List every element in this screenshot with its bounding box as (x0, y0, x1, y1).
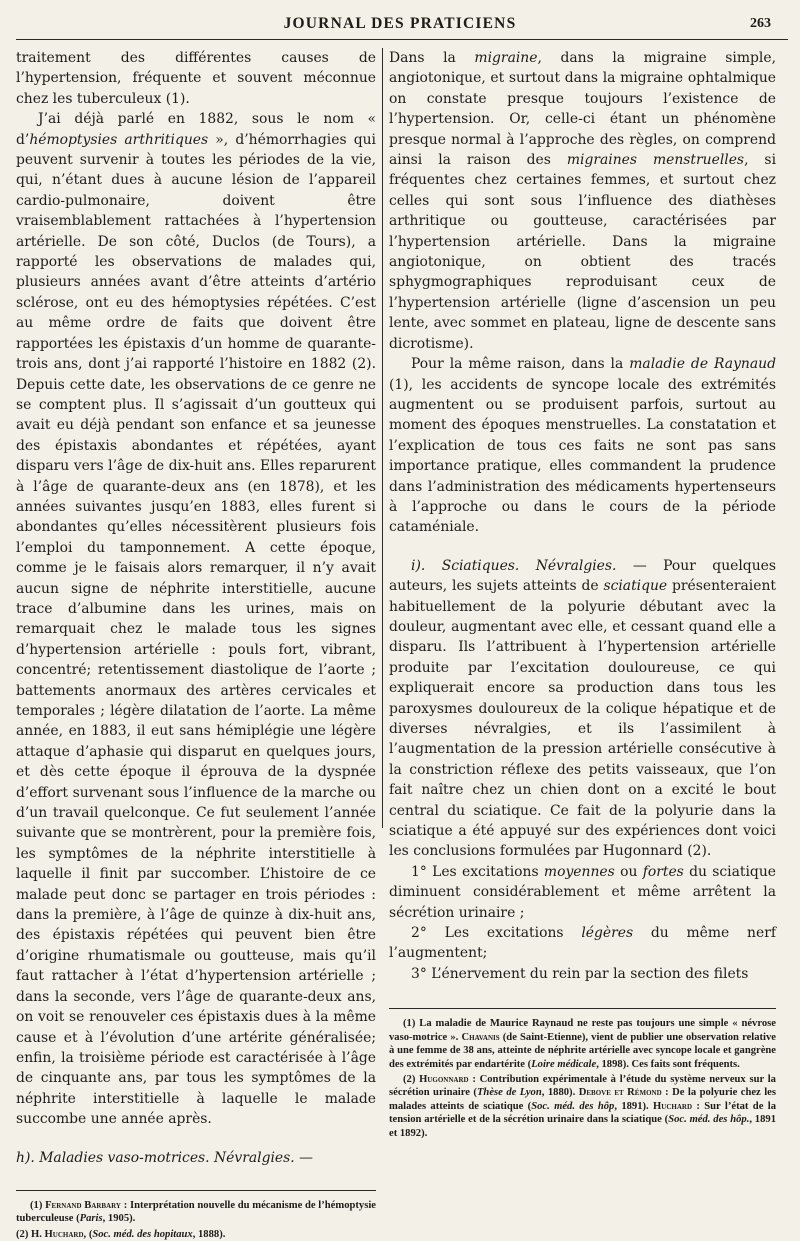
footnote (389, 1017, 776, 1071)
paragraph-text: Pour la même raison, dans la (411, 356, 630, 373)
running-title: JOURNAL DES PRATICIENS (283, 15, 517, 32)
paragraph-text: présenteraient habituellement de la polyurie débutant avec la douleur, augmentant avec elle, et cessant quand elle a disparu. Ils l’attribuent à l’hypertension artérielle produite par l’excitation douloureuse, ce qui expliquerait encore sa production dans tous les paroxysmes douloureux de la colique hépatique et de diverses névralgies, et ils l’assimilent à l’augmentation de la pression artérielle consécutive à la constriction réflexe des petits vaisseaux, que l’on fait naître chez un chien dont on a excité le bout central du sciatique. Ce fait de la polyurie dans la sciatique a été appuyé sur des expériences dont voici les conclusions formulées par Hugonnard (2). (389, 578, 776, 860)
list-item (389, 923, 776, 964)
paragraph-text: », d’hémorrhagies qui peuvent survenir à toutes les périodes de la vie, qui, n’étant dues à aucune lésion de l’appareil cardio-pulmonaire, doivent être vraisemblablement rattachées à l’hypertension artérielle. De son côté, Duclos (de Tours), a rapporté les observations de malades qui, plusieurs années avant d’être atteints d’artério sclérose, ont eu des hémoptysies répétées. C’est au même ordre de faits que doivent être rapportées les épistaxis d’un homme de quarante-trois ans, dont j’ai rapporté l’histoire en 1882 (2). Depuis cette date, les observations de ce genre ne se comptent plus. Il s’agissait d’un goutteux qui avait eu déjà pendant son enfance et sa jeunesse des épistaxis abondantes et répétées, ayant disparu vers l’âge de dix-huit ans. Elles reparurent à l’âge de quarante-deux ans (en 1878), et les années suivantes jusqu’en 1883, elles furent si abondantes qu’elles nécessitèrent plusieurs fois l’emploi du tamponnement. A cette époque, comme je le faisais alors remarquer, il n’y avait aucun signe de néphrite interstitielle, aucune trace d’albumine dans les urines, mais on remarquait chez le malade tous les signes d’hypertension artérielle : pouls fort, vibrant, concentré; retentissement diastolique de l’aorte ; battements anormaux des artères cervicales et temporales ; légère dilatation de l’aorte. La même année, en 1883, il eut sans hémiplégie une légère attaque d’aphasie qui disparut en quelques jours, et dès cette époque il éprouva de la dyspnée d’effort survenant sous l’influence de la marche ou d’un travail quelconque. Ce fut seulement l’année suivante que se montrèrent, pour la première fois, les symptômes de la néphrite interstitielle à laquelle il finit par succomber. L’histoire de ce malade peut donc se partager en trois périodes : dans la première, à l’âge de quinze à dix-huit ans, des épistaxis répétées qui peuvent bien être d’origine rhumatismale ou goutteuse, mais qu’il faut rattacher à l’état d’hypertension artérielle ; dans la seconde, vers l’âge de quarante-deux ans, on voit se renouveler ces épistaxis dues à la même cause et à l’évolution d’une artérite généralisée; enfin, la troisième période est caractérisée à l’âge de cinquante ans, par tous les symptômes de la néphrite interstitielle à laquelle le malade succombe une année après. (16, 131, 376, 1128)
footnote-author: Huchard (653, 1100, 693, 1112)
footnote-text: (2) (403, 1073, 420, 1085)
footnote-text: , 1880). (541, 1087, 579, 1099)
footnote-author: Chavanis (461, 1031, 500, 1043)
section-heading-text: i). Sciatiques. Névralgies. (411, 557, 617, 574)
page-number: 263 (750, 16, 771, 31)
paragraph-text: , si fréquentes chez certaines femmes, et surtout chez celles qui sont sous l’influence des diathèses arthritique ou goutteuse, caractérisées par l’hypertension artérielle. Dans la migraine angiotonique, on obtient des tracés sphygmographiques reproduisant ceux de l’hypertension artérielle (ligne d’ascension un peu lente, avec sommet en plateau, ligne de descente sans dicrotisme). (389, 152, 777, 352)
footnote-source: Loire médicale (531, 1058, 597, 1070)
footnote-text: , 1891). (614, 1100, 654, 1112)
footnote (16, 1199, 376, 1226)
italic-term: sciatique (603, 578, 668, 595)
paragraph-text: ou (614, 863, 643, 880)
paragraph-text: du sciatique diminuent considérablement et même arrêtent la sécrétion urinaire ; (389, 863, 776, 921)
footnote (389, 1073, 776, 1140)
paragraph-text: du même nerf l’augmentent; (389, 925, 776, 962)
footnote-source: Soc. méd. des hôp (531, 1100, 615, 1112)
footnote-number: (2) H. (16, 1228, 45, 1240)
right-column (389, 48, 777, 1139)
paragraph-text: , dans la migraine simple, angiotonique, et surtout dans la migraine ophtalmique on constate presque toujours l’existence de l’hypertension. Or, celle-ci étant un phénomène presque normal à l’approche des règles, on comprend ainsi la raison des (389, 50, 776, 169)
section-paragraph-i (389, 556, 776, 862)
footnote-author: Hugonnard (419, 1073, 469, 1085)
paragraph-text: traitement des différentes causes de l’hypertension, fréquente et souvent méconnue chez les tuberculeux (1). (16, 50, 376, 107)
list-item (389, 862, 776, 923)
footnote-source: Soc. méd. des hopitaux (92, 1228, 193, 1240)
paragraph-text: 2° Les excitations (411, 925, 582, 942)
paragraph (16, 48, 376, 109)
italic-term: moyennes (543, 863, 615, 880)
section-heading-text: h). Maladies vaso-motrices. Névralgies. — (16, 1149, 313, 1166)
italic-term: hémoptysies arthritiques (29, 131, 209, 148)
paragraph-text: 3° L’énervement du rein par la section des filets (411, 965, 749, 982)
left-column (16, 48, 376, 1240)
column-divider (382, 48, 383, 828)
footnote-text: (de Saint-Etienne), vient de publier une observation relative à une femme de 38 ans, atteinte de néphrite artérielle avec syncope locale et gangrène des extrémités par endartérite ( (389, 1031, 776, 1070)
footnote-text: : Interprétation nouvelle du mécanisme de l’hémoptysie tuberculeuse ( (16, 1199, 376, 1225)
italic-term: maladie de Raynaud (629, 356, 776, 373)
italic-term: migraine (474, 50, 538, 66)
footnote-source: Soc. méd. des hôp. (668, 1114, 750, 1126)
footnote (16, 1228, 376, 1241)
section-heading-h (16, 1148, 376, 1168)
paragraph-text: — Pour quelques auteurs, les sujets atteints de (389, 557, 776, 595)
footnote-text: , 1905). (102, 1213, 136, 1225)
footnote-source: Paris (79, 1213, 103, 1225)
paragraph (16, 109, 376, 1129)
footnote-text: , ( (83, 1228, 93, 1240)
footnote-author: Fernand Barbary (45, 1199, 121, 1211)
paragraph (389, 48, 776, 354)
footnote-author: Debove et Rémond (578, 1087, 662, 1099)
paragraph-text: Dans la (389, 50, 475, 66)
left-footnotes (16, 1190, 376, 1241)
footnote-text: , 1888). (192, 1228, 226, 1240)
footnote-source: Thèse de Lyon (476, 1087, 542, 1099)
right-footnotes (389, 1008, 776, 1140)
footnote-text: : Sur l’état de la tension artérielle et de la sécrétion urinaire dans la sciatique ( (389, 1100, 776, 1126)
paragraph (389, 354, 776, 538)
footnote-text: , 1891 et 1892). (389, 1114, 776, 1139)
italic-term: migraines menstruelles (566, 152, 745, 169)
italic-term: fortes (642, 863, 684, 880)
footnote-text: : De la polyurie chez les malades atteints de sciatique ( (389, 1087, 776, 1112)
footnote-number: (1) (30, 1199, 46, 1211)
italic-term: légères (581, 925, 634, 942)
footnote-text: (1) La maladie de Maurice Raynaud ne reste pas toujours une simple « névrose vaso-motrice ». (389, 1018, 776, 1043)
footnote-text: , 1898). Ces faits sont fréquents. (596, 1058, 740, 1070)
paragraph-text: (1), les accidents de syncope locale des extrémités augmentent ou se produisent parfois, surtout au moment des époques menstruelles. La constatation et l’explication de tous ces faits ne sont pas sans importance pratique, elles commandent la prudence dans l’administration des médicaments hypertenseurs à l’approche ou dans le cours de la période cataméniale. (389, 376, 776, 536)
paragraph-text: 1° Les excitations (411, 863, 544, 880)
footnote-author: Huchard (44, 1228, 84, 1240)
footnote-text: : Contribution expérimentale à l’étude du système nerveux sur la sécrétion urinaire ( (389, 1073, 776, 1099)
header-rule (16, 39, 788, 40)
paragraph-text: J’ai déjà parlé en 1882, sous le nom « d’ (16, 111, 376, 148)
list-item (389, 964, 776, 984)
